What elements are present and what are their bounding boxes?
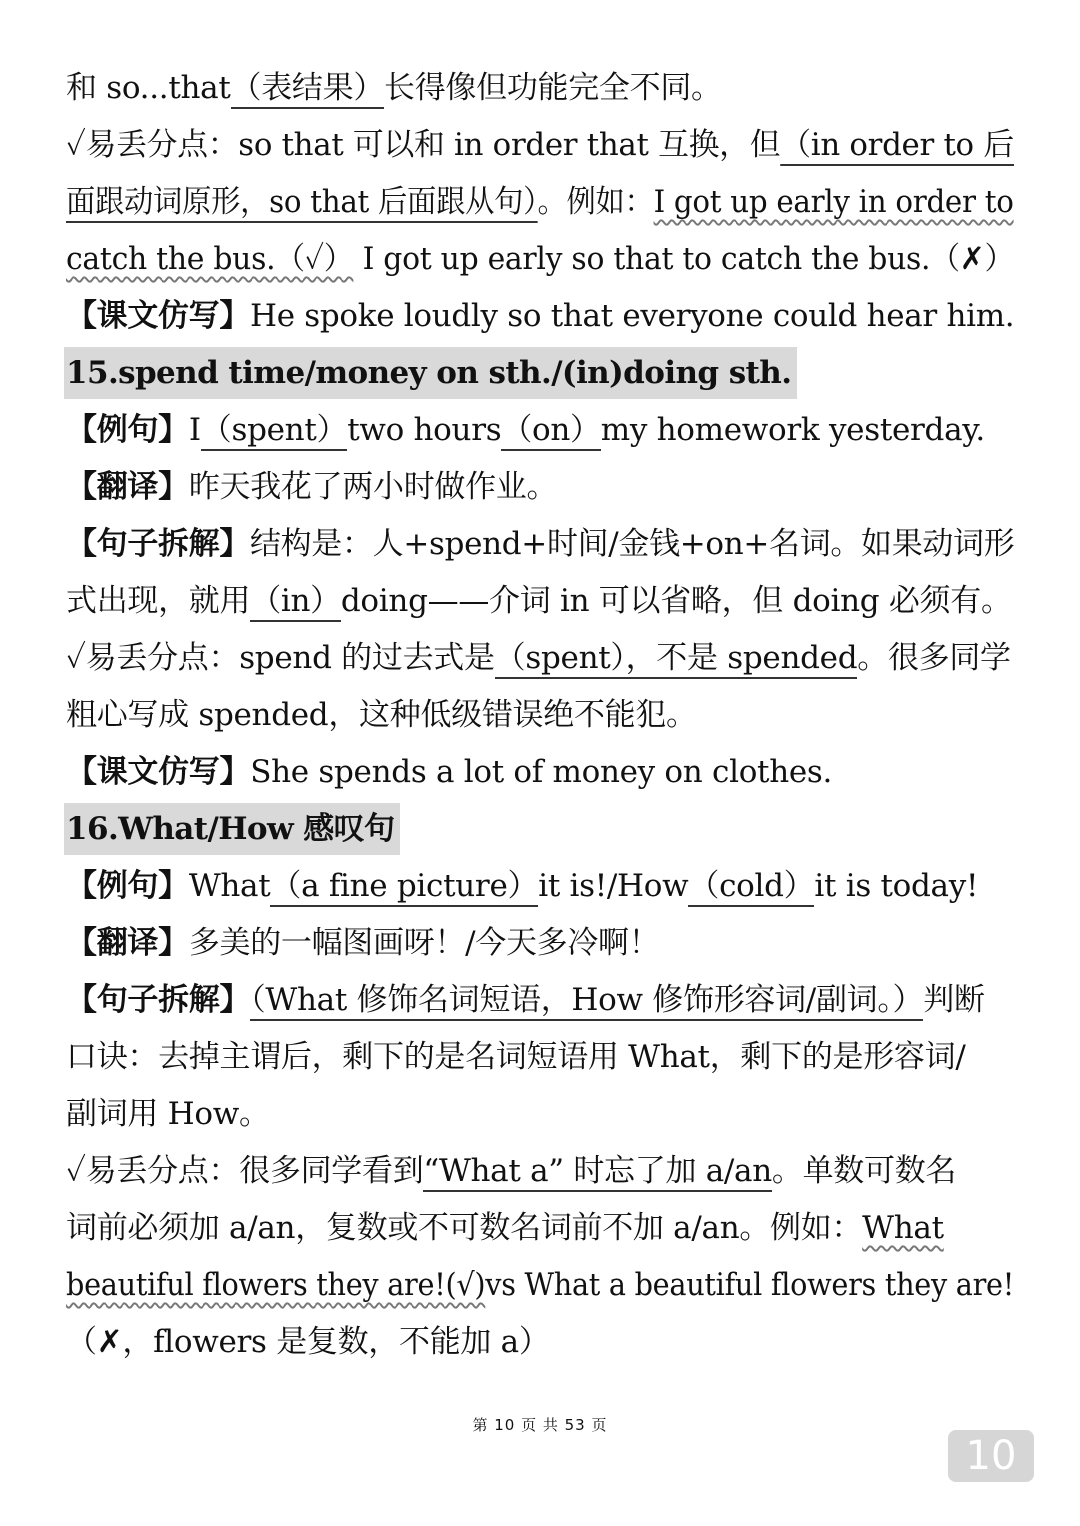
text-span: doing——介词 in 可以省略，但 doing 必须有。 — [340, 583, 1012, 619]
tip-line — [66, 117, 1016, 174]
answer-blank: （on） — [501, 412, 600, 451]
answer-blank: （cold） — [688, 868, 814, 907]
text-line — [66, 573, 1016, 630]
text-span: 副词用 How。 — [66, 1096, 270, 1132]
text-line — [66, 231, 1016, 288]
text-span: 式出现，就用 — [66, 583, 251, 619]
text-span: 易丢分点：spend 的过去式是 — [85, 640, 495, 676]
answer-blank: （spent） — [201, 412, 347, 451]
answer-blank: （in） — [250, 583, 341, 622]
text-line — [66, 1257, 1016, 1314]
text-line — [66, 288, 1016, 345]
text-span: my homework yesterday. — [600, 412, 985, 448]
answer-blank: （spent），不是 spended — [495, 640, 858, 679]
answer-blank: （表结果） — [231, 70, 385, 109]
text-span: 长得像但功能完全不同。 — [384, 70, 722, 106]
text-span: 易丢分点：so that 可以和 in order that 互换，但 — [85, 127, 781, 163]
document-page — [66, 60, 1016, 1371]
section-heading-15: 15.spend time/money on sth./(in)doing sth. — [64, 347, 797, 399]
answer-blank: （a fine picture） — [270, 868, 538, 907]
text-span: He spoke loudly so that everyone could hear him. — [250, 298, 1015, 334]
text-span: She spends a lot of money on clothes. — [250, 754, 833, 790]
text-line — [66, 687, 1016, 744]
text-span: 判断 — [923, 982, 985, 1018]
label-bracket: 【课文仿写】 — [66, 298, 251, 334]
text-span: I got up early so that to catch the bus.（✗） — [362, 241, 1015, 277]
text-span: vs What a beautiful flowers they are! — [485, 1267, 1015, 1303]
text-line — [66, 1029, 1016, 1086]
text-line — [66, 1200, 1016, 1257]
section-heading-16: 16.What/How 感叹句 — [64, 803, 400, 855]
answer-blank: 面跟动词原形，so that 后面跟从句） — [66, 184, 537, 223]
text-span: 。很多同学 — [857, 640, 1011, 676]
example-line — [66, 858, 1016, 915]
text-span: 多美的一幅图画呀！/今天多冷啊！ — [188, 925, 660, 961]
text-line — [66, 1314, 1016, 1371]
text-line — [66, 1086, 1016, 1143]
text-span: （✗，flowers 是复数，不能加 a） — [66, 1324, 550, 1360]
tip-line — [66, 630, 1016, 687]
label-bracket: 【翻译】 — [66, 925, 189, 961]
text-span: 。例如： — [537, 184, 654, 220]
text-span: two hours — [347, 412, 502, 448]
label-bracket: 【例句】 — [66, 412, 189, 448]
example-text: beautiful flowers they are!(√) — [66, 1267, 486, 1303]
translation-line — [66, 459, 1016, 516]
text-span: I — [188, 412, 201, 448]
label-bracket: 【例句】 — [66, 868, 189, 904]
text-span: 结构是：人+spend+时间/金钱+on+名词。如果动词形 — [250, 526, 1015, 562]
answer-blank: “What a” 时忘了加 a/an — [423, 1153, 771, 1192]
page-number-badge: 10 — [948, 1430, 1034, 1482]
label-bracket: 【句子拆解】 — [66, 526, 251, 562]
text-span: What — [188, 868, 271, 904]
label-bracket: 【句子拆解】 — [66, 982, 251, 1018]
text-span: 粗心写成 spended，这种低级错误绝不能犯。 — [66, 697, 697, 733]
text-span: 口诀：去掉主谓后，剩下的是名词短语用 What，剩下的是形容词/ — [66, 1039, 966, 1075]
check-icon: ✓ — [66, 127, 86, 163]
answer-blank: （What 修饰名词短语，How 修饰形容词/副词。） — [250, 982, 923, 1021]
text-line — [66, 744, 1016, 801]
analysis-line — [66, 516, 1016, 573]
check-icon: ✓ — [66, 640, 86, 676]
text-span: it is!/How — [538, 868, 689, 904]
example-text: I got up early in order to — [653, 184, 1014, 220]
check-icon: ✓ — [66, 1153, 86, 1189]
text-span: 昨天我花了两小时做作业。 — [188, 469, 558, 505]
text-line — [66, 174, 1016, 231]
text-span: 易丢分点：很多同学看到 — [85, 1153, 424, 1189]
page-footer: 第 10 页 共 53 页 — [472, 1416, 608, 1434]
text-line — [66, 60, 1016, 117]
text-span: 和 so...that — [66, 70, 231, 106]
text-span: it is today! — [814, 868, 979, 904]
example-line — [66, 402, 1016, 459]
label-bracket: 【翻译】 — [66, 469, 189, 505]
text-span: 词前必须加 a/an，复数或不可数名词前不加 a/an。例如： — [66, 1210, 863, 1246]
label-bracket: 【课文仿写】 — [66, 754, 251, 790]
answer-blank: （in order to 后 — [780, 127, 1014, 166]
tip-line — [66, 1143, 1016, 1200]
translation-line — [66, 915, 1016, 972]
text-span: 。单数可数名 — [771, 1153, 957, 1189]
analysis-line — [66, 972, 1016, 1029]
example-text: What — [862, 1210, 944, 1246]
example-text: catch the bus.（✓） — [66, 241, 354, 277]
